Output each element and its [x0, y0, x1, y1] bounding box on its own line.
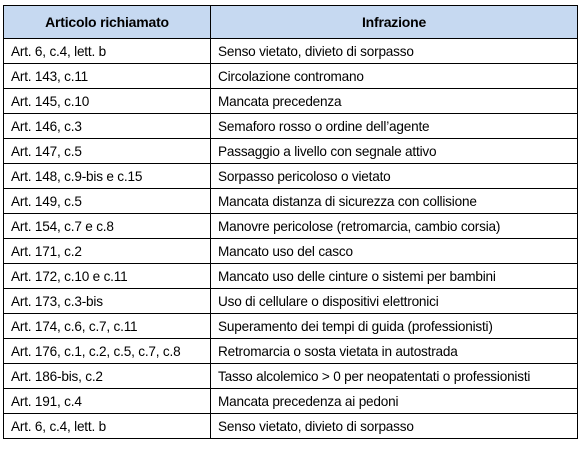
header-articolo: Articolo richiamato [4, 6, 211, 39]
cell-infrazione: Mancato uso delle cinture o sistemi per bambini [211, 264, 578, 289]
table-row [4, 64, 578, 89]
cell-articolo: Art. 147, c.5 [4, 139, 211, 164]
table-row [4, 414, 578, 439]
infractions-table-container [3, 5, 577, 439]
cell-articolo: Art. 6, c.4, lett. b [4, 39, 211, 64]
cell-articolo: Art. 154, c.7 e c.8 [4, 214, 211, 239]
cell-infrazione: Manovre pericolose (retromarcia, cambio corsia) [211, 214, 578, 239]
cell-articolo: Art. 174, c.6, c.7, c.11 [4, 314, 211, 339]
cell-articolo: Art. 6, c.4, lett. b [4, 414, 211, 439]
table-row [4, 139, 578, 164]
table-row [4, 239, 578, 264]
table-row [4, 189, 578, 214]
cell-infrazione: Semaforo rosso o ordine dell’agente [211, 114, 578, 139]
table-row [4, 389, 578, 414]
table-row [4, 164, 578, 189]
cell-articolo: Art. 143, c.11 [4, 64, 211, 89]
table-row [4, 89, 578, 114]
cell-articolo: Art. 186-bis, c.2 [4, 364, 211, 389]
cell-infrazione: Superamento dei tempi di guida (professionisti) [211, 314, 578, 339]
table-row [4, 314, 578, 339]
cell-infrazione: Circolazione contromano [211, 64, 578, 89]
cell-infrazione: Mancato uso del casco [211, 239, 578, 264]
cell-articolo: Art. 171, c.2 [4, 239, 211, 264]
cell-articolo: Art. 146, c.3 [4, 114, 211, 139]
table-header-row [4, 6, 578, 39]
table-row [4, 114, 578, 139]
table-row [4, 339, 578, 364]
cell-infrazione: Mancata precedenza [211, 89, 578, 114]
cell-infrazione: Sorpasso pericoloso o vietato [211, 164, 578, 189]
cell-articolo: Art. 173, c.3-bis [4, 289, 211, 314]
cell-infrazione: Mancata precedenza ai pedoni [211, 389, 578, 414]
table-row [4, 289, 578, 314]
table-row [4, 264, 578, 289]
cell-articolo: Art. 191, c.4 [4, 389, 211, 414]
cell-infrazione: Senso vietato, divieto di sorpasso [211, 414, 578, 439]
table-row [4, 364, 578, 389]
cell-infrazione: Mancata distanza di sicurezza con collisione [211, 189, 578, 214]
header-infrazione: Infrazione [211, 6, 578, 39]
table-row [4, 214, 578, 239]
cell-articolo: Art. 149, c.5 [4, 189, 211, 214]
cell-infrazione: Senso vietato, divieto di sorpasso [211, 39, 578, 64]
cell-infrazione: Passaggio a livello con segnale attivo [211, 139, 578, 164]
table-row [4, 39, 578, 64]
cell-infrazione: Retromarcia o sosta vietata in autostrada [211, 339, 578, 364]
infractions-table [3, 5, 578, 439]
cell-articolo: Art. 148, c.9-bis e c.15 [4, 164, 211, 189]
cell-articolo: Art. 145, c.10 [4, 89, 211, 114]
cell-articolo: Art. 172, c.10 e c.11 [4, 264, 211, 289]
cell-infrazione: Tasso alcolemico > 0 per neopatentati o professionisti [211, 364, 578, 389]
cell-infrazione: Uso di cellulare o dispositivi elettronici [211, 289, 578, 314]
cell-articolo: Art. 176, c.1, c.2, c.5, c.7, c.8 [4, 339, 211, 364]
